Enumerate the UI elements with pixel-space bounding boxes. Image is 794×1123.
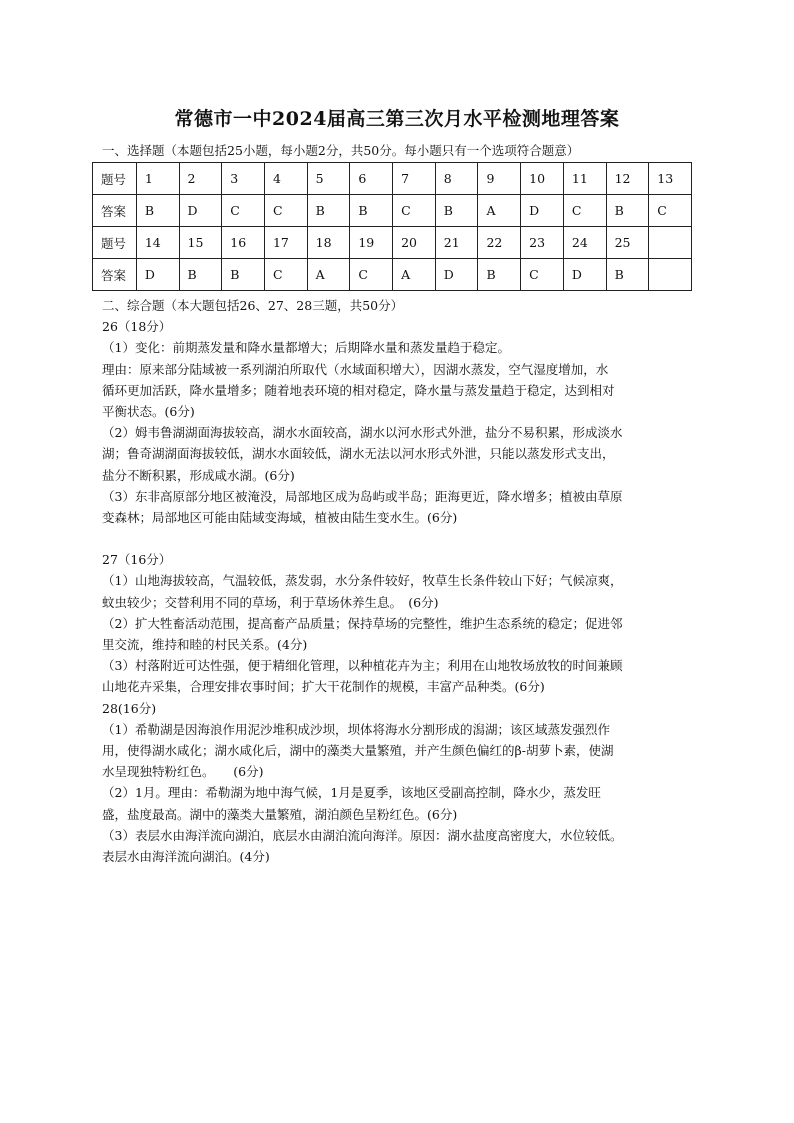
answer-line: 循环更加活跃，降水量增多；随着地表环境的相对稳定，降水量与蒸发量趋于稳定，达到相对 bbox=[102, 382, 615, 398]
blank-line bbox=[102, 528, 696, 549]
table-cell: 7 bbox=[393, 163, 436, 195]
table-cell: 3 bbox=[222, 163, 265, 195]
table-cell: A bbox=[307, 259, 350, 291]
table-cell: 21 bbox=[435, 227, 478, 259]
answer-line: （1）希勒湖是因海浪作用泥沙堆积成沙坝，坝体将海水分割形成的潟湖；该区域蒸发强烈作 bbox=[102, 721, 610, 737]
answer-line: （2）姆韦鲁湖湖面海拔较高，湖水水面较高，湖水以河水形式外泄，盐分不易积累，形成淡水 bbox=[102, 425, 623, 441]
table-cell: B bbox=[606, 195, 649, 227]
table-cell: 24 bbox=[563, 227, 606, 259]
table-cell: B bbox=[179, 259, 222, 291]
row-label-question: 题号 bbox=[93, 227, 137, 259]
table-cell: 12 bbox=[606, 163, 649, 195]
table-cell: 19 bbox=[350, 227, 393, 259]
table-cell: C bbox=[222, 195, 265, 227]
row-label-answer: 答案 bbox=[93, 195, 137, 227]
table-cell bbox=[649, 259, 692, 291]
table-cell: 13 bbox=[649, 163, 692, 195]
table-cell: 5 bbox=[307, 163, 350, 195]
q27-heading: 27（16分） bbox=[102, 552, 172, 568]
table-cell: B bbox=[435, 195, 478, 227]
table-cell: 18 bbox=[307, 227, 350, 259]
answer-line: 蚊虫较少；交替利用不同的草场，利于草场休养生息。 (6分) bbox=[102, 594, 439, 610]
section-1-heading: 一、选择题（本题包括25小题，每小题2分，共50分。每小题只有一个选项符合题意） bbox=[102, 143, 580, 158]
q28-heading: 28(16分) bbox=[102, 700, 157, 716]
answer-line: （1）山地海拔较高，气温较低，蒸发弱，水分条件较好，牧草生长条件较山下好；气候凉爽， bbox=[102, 573, 623, 589]
table-cell: D bbox=[435, 259, 478, 291]
table-cell: B bbox=[307, 195, 350, 227]
table-row bbox=[93, 163, 692, 195]
table-cell: C bbox=[393, 195, 436, 227]
table-cell bbox=[649, 227, 692, 259]
table-cell: C bbox=[264, 259, 307, 291]
table-cell: 11 bbox=[563, 163, 606, 195]
table-row bbox=[93, 195, 692, 227]
answer-table bbox=[92, 162, 692, 291]
table-cell: 10 bbox=[521, 163, 564, 195]
table-row bbox=[93, 259, 692, 291]
table-cell: A bbox=[478, 195, 521, 227]
answer-line: 山地花卉采集，合理安排农事时间；扩大干花制作的规模，丰富产品种类。(6分) bbox=[102, 679, 545, 695]
table-cell: D bbox=[179, 195, 222, 227]
table-cell: 22 bbox=[478, 227, 521, 259]
table-cell: B bbox=[478, 259, 521, 291]
table-row bbox=[93, 227, 692, 259]
answer-line: （3）表层水由海洋流向湖泊，底层水由湖泊流向海洋。原因：湖水盐度高密度大，水位较低。 bbox=[102, 827, 623, 843]
answer-line: 盛，盐度最高。湖中的藻类大量繁殖，湖泊颜色呈粉红色。(6分) bbox=[102, 806, 458, 822]
table-cell: 23 bbox=[521, 227, 564, 259]
answer-line: 变森林；局部地区可能由陆域变海域，植被由陆生变水生。(6分) bbox=[102, 510, 458, 526]
table-cell: D bbox=[563, 259, 606, 291]
answer-line: （1）变化：前期蒸发量和降水量都增大；后期降水量和蒸发量趋于稳定。 bbox=[102, 340, 510, 356]
table-cell: C bbox=[649, 195, 692, 227]
table-cell: 17 bbox=[264, 227, 307, 259]
table-cell: C bbox=[563, 195, 606, 227]
table-cell: D bbox=[521, 195, 564, 227]
answer-line: 水呈现独特粉红色。 (6分) bbox=[102, 764, 264, 780]
section-2-heading: 二、综合题（本大题包括26、27、28三题，共50分） bbox=[102, 298, 404, 313]
answer-line: （3）东非高原部分地区被淹没，局部地区成为岛屿或半岛；距海更近，降水增多；植被由草原 bbox=[102, 488, 623, 504]
answer-line: （2）扩大牲畜活动范围，提高畜产品质量；保持草场的完整性，维护生态系统的稳定；促进邻 bbox=[102, 615, 623, 631]
table-cell: D bbox=[136, 259, 179, 291]
table-cell: B bbox=[350, 195, 393, 227]
table-cell: 9 bbox=[478, 163, 521, 195]
table-cell: 14 bbox=[136, 227, 179, 259]
table-cell: 8 bbox=[435, 163, 478, 195]
answer-line: （3）村落附近可达性强，便于精细化管理，以种植花卉为主；利用在山地牧场放牧的时间兼顾 bbox=[102, 658, 623, 674]
table-cell: 2 bbox=[179, 163, 222, 195]
table-cell: C bbox=[521, 259, 564, 291]
table-cell: 16 bbox=[222, 227, 265, 259]
answer-line: 里交流，维持和睦的村民关系。(4分) bbox=[102, 637, 308, 653]
table-cell: C bbox=[350, 259, 393, 291]
table-cell: 6 bbox=[350, 163, 393, 195]
table-cell: C bbox=[264, 195, 307, 227]
answer-line: （2）1月。理由：希勒湖为地中海气候，1月是夏季，该地区受副高控制，降水少，蒸发旺 bbox=[102, 785, 601, 801]
row-label-answer: 答案 bbox=[93, 259, 137, 291]
page-title: 常德市一中2024届高三第三次月水平检测地理答案 bbox=[174, 108, 620, 130]
answer-line: 用，使得湖水咸化；湖水咸化后，湖中的藻类大量繁殖，并产生颜色偏红的β-胡萝卜素，使湖 bbox=[102, 743, 614, 759]
table-cell: A bbox=[393, 259, 436, 291]
table-cell: 20 bbox=[393, 227, 436, 259]
answer-line: 理由：原来部分陆域被一系列湖泊所取代（水域面积增大），因湖水蒸发，空气湿度增加，水 bbox=[102, 361, 609, 377]
answer-line: 表层水由海洋流向湖泊。(4分) bbox=[102, 849, 270, 865]
table-cell: 25 bbox=[606, 227, 649, 259]
table-cell: 4 bbox=[264, 163, 307, 195]
answer-body bbox=[102, 295, 696, 867]
table-cell: B bbox=[606, 259, 649, 291]
table-cell: 15 bbox=[179, 227, 222, 259]
answer-line: 盐分不断积累，形成咸水湖。(6分) bbox=[102, 467, 295, 483]
table-cell: 1 bbox=[136, 163, 179, 195]
answer-line: 湖；鲁奇湖湖面海拔较低，湖水水面较低，湖水无法以河水形式外泄，只能以蒸发形式支出， bbox=[102, 446, 615, 462]
q26-heading: 26（18分） bbox=[102, 319, 172, 335]
table-cell: B bbox=[136, 195, 179, 227]
table-cell: B bbox=[222, 259, 265, 291]
answer-line: 平衡状态。(6分) bbox=[102, 404, 195, 420]
row-label-question: 题号 bbox=[93, 163, 137, 195]
